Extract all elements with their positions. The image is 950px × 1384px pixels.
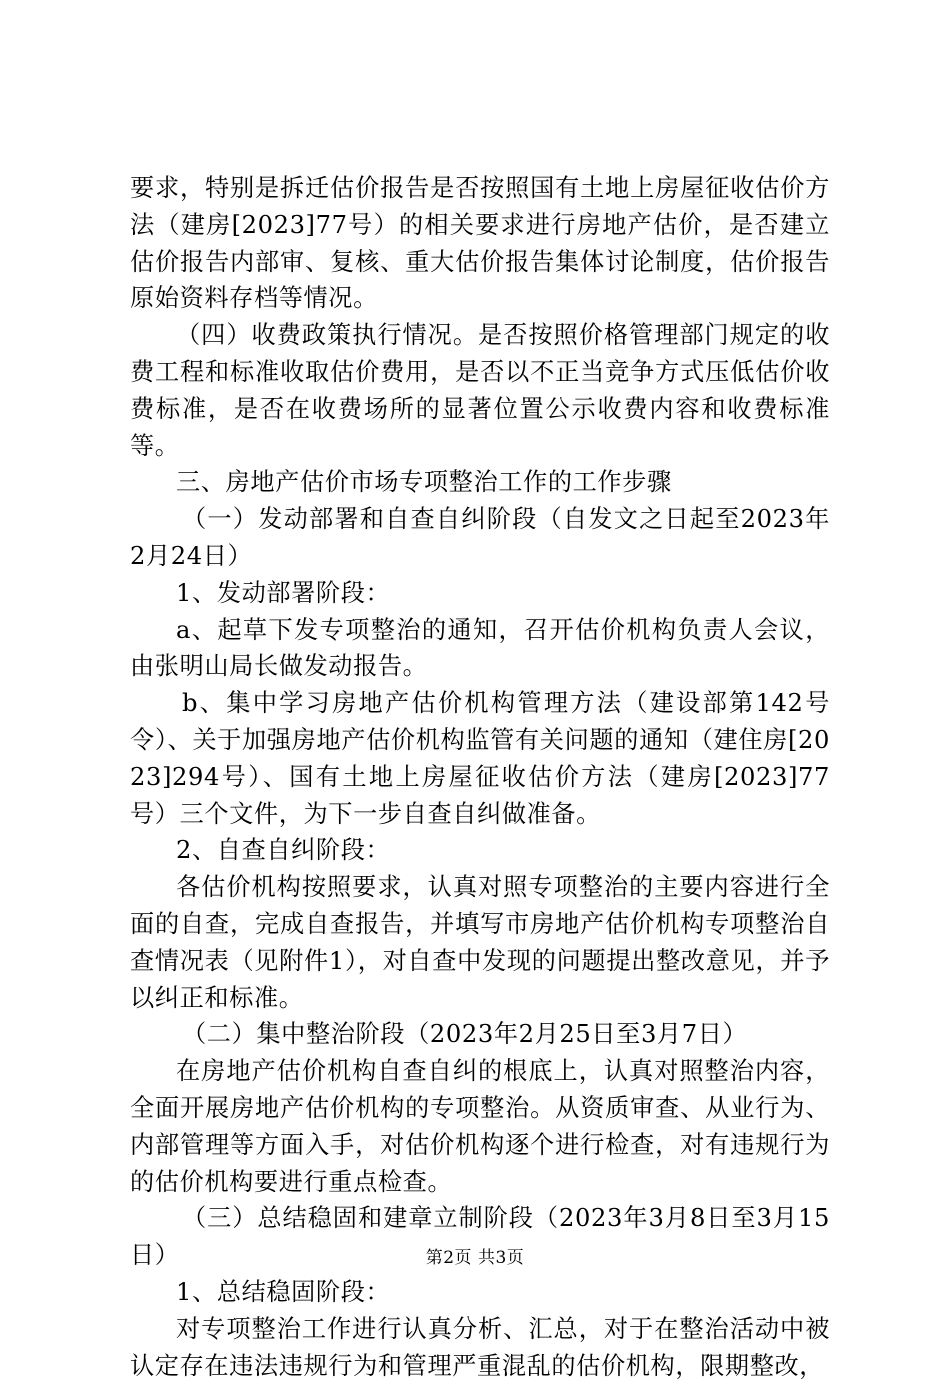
subheading-phase-two: （二）集中整治阶段（2023年2月25日至3月7日）	[182, 1020, 748, 1049]
paragraph-consolidation: 对专项整治工作进行认真分析、汇总，对于在整治活动中被认定存在违法违规行为和管理严重混乱的估价机构，限期整改，	[130, 1314, 830, 1380]
document-body	[130, 170, 830, 1384]
section-heading-work-steps: 三、房地产估价市场专项整治工作的工作步骤	[176, 468, 672, 497]
item-a-notice: a、起草下发专项整治的通知，召开估价机构负责人会议，由张明山局长做发动报告。	[130, 615, 830, 681]
item-heading-consolidation: 1、总结稳固阶段：	[176, 1277, 391, 1306]
item-heading-self-inspection: 2、自查自纠阶段：	[176, 836, 391, 865]
item-heading-mobilization: 1、发动部署阶段：	[176, 578, 391, 607]
item-b-study-documents: b、集中学习房地产估价机构管理方法（建设部第142号令）、关于加强房地产估价机构监管有关问题的通知（建住房[2023]294号）、国有土地上房屋征收估价方法（建房[2023]77号）三个文件，为下一步自查自纠做准备。	[130, 689, 830, 828]
page-number-footer: 第2页 共3页	[425, 1248, 525, 1268]
paragraph-self-inspection: 各估价机构按照要求，认真对照专项整治的主要内容进行全面的自查，完成自查报告，并填写市房地产估价机构专项整治自查情况表（见附件1），对自查中发现的问题提出整改意见，并予以纠正和标准。	[130, 873, 830, 1012]
paragraph-fee-policy: （四）收费政策执行情况。是否按照价格管理部门规定的收费工程和标准收取估价费用，是否以不正当竞争方式压低估价收费标准，是否在收费场所的显著位置公示收费内容和收费标准等。	[130, 321, 830, 460]
subheading-phase-three: （三）总结稳固和建章立制阶段（2023年3月8日至3月15日）	[130, 1204, 830, 1270]
subheading-phase-one: （一）发动部署和自查自纠阶段（自发文之日起至2023年2月24日）	[130, 505, 830, 570]
paragraph-centralized-rectification: 在房地产估价机构自查自纠的根底上，认真对照整治内容，全面开展房地产估价机构的专项整治。从资质审查、从业行为、内部管理等方面入手，对估价机构逐个进行检查，对有违规行为的估价机构要进行重点检查。	[130, 1057, 830, 1196]
paragraph-requirements-continued: 要求，特别是拆迁估价报告是否按照国有土地上房屋征收估价方法（建房[2023]77号）的相关要求进行房地产估价，是否建立估价报告内部审、复核、重大估价报告集体讨论制度，估价报告原始资料存档等情况。	[130, 174, 830, 313]
